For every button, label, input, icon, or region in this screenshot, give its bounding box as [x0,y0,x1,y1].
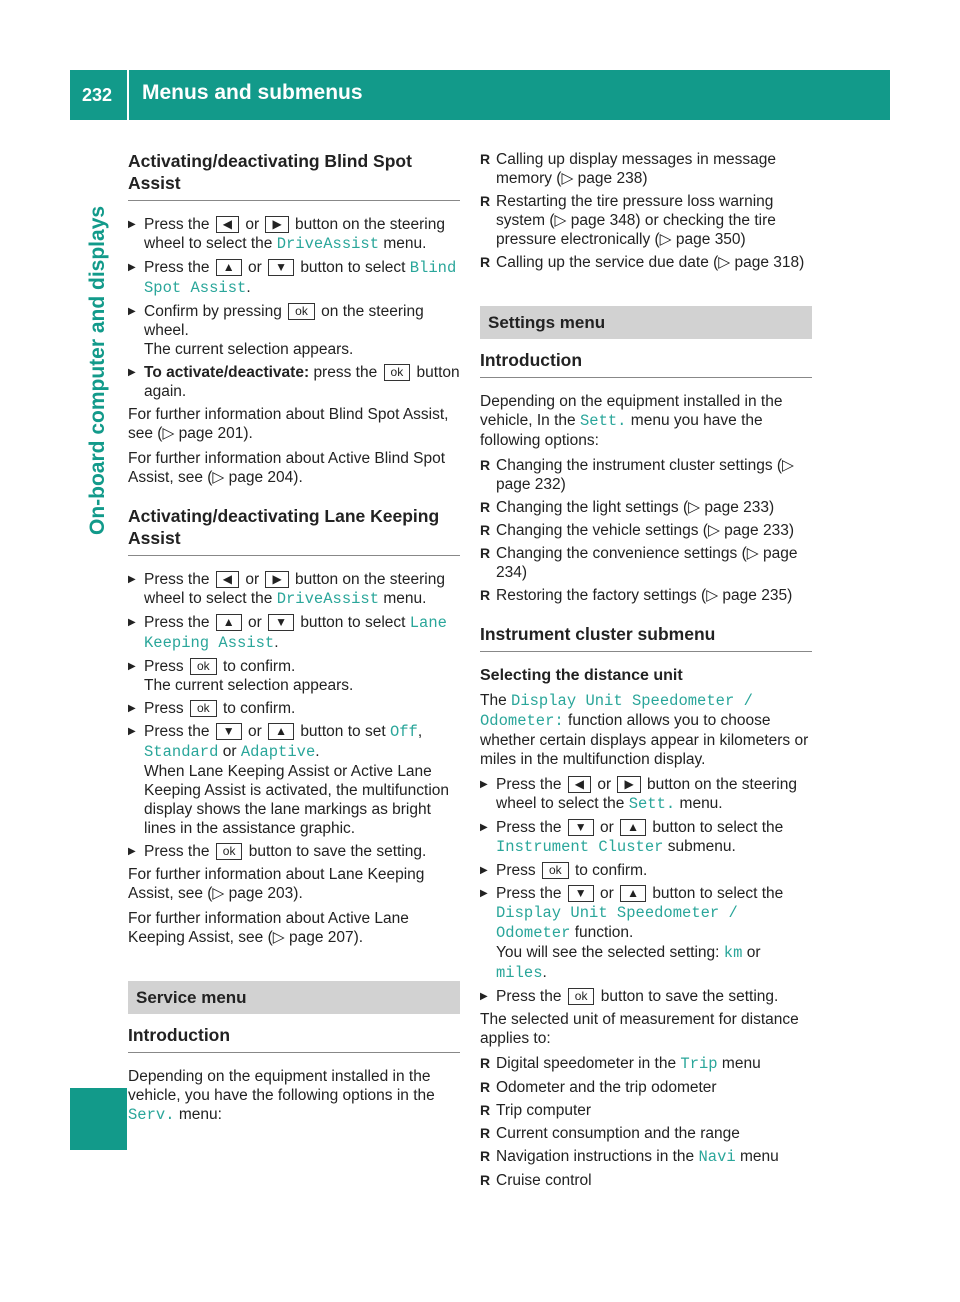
step: ▶ Press the ▼ or ▲ button to select the Instrument Cluster submenu. [480,818,812,857]
list-item: R Changing the vehicle settings (▷ page 233) [480,521,812,540]
list-item: R Navigation instructions in the Navi menu [480,1147,812,1167]
list-item: R Changing the convenience settings (▷ page 234) [480,544,812,582]
paragraph: The Display Unit Speedometer / Odometer: function allows you to choose whether certain displays appear in kilometers or miles in the multifunction display. [480,692,809,768]
blind-spot-heading: Activating/deactivating Blind Spot Assist [128,150,460,201]
down-arrow-key-icon: ▼ [568,819,594,836]
header-separator [127,70,129,120]
left-arrow-key-icon: ◀ [216,216,239,233]
up-arrow-key-icon: ▲ [216,259,242,276]
step: ▶ Press the ok button to save the setting. [128,842,460,861]
sidebar-vertical-label-wrap [86,205,116,935]
page-header [70,70,890,120]
page-number: 232 [82,85,113,105]
ok-key-icon: ok [216,843,243,860]
right-arrow-key-icon: ▶ [265,216,288,233]
ok-key-icon: ok [190,700,217,717]
unit-km: km [723,944,743,962]
settings-menu-band: Settings menu [480,306,812,339]
option-standard: Standard [144,743,219,761]
left-arrow-key-icon: ◀ [216,571,239,588]
down-arrow-key-icon: ▼ [268,259,294,276]
step: ▶ Press the ▼ or ▲ button to set Off, Standard or Adaptive. When Lane Keeping Assist or Active Lane Keeping Assist is activated, the multifunction display shows the lane markings as bright lines in the assistance graphic. [128,722,460,838]
step: ▶ To activate/deactivate: press the ok button again. [128,363,460,401]
lane-keeping-heading: Activating/deactivating Lane Keeping Assist [128,505,460,556]
distance-unit-heading: Selecting the distance unit [480,667,683,684]
down-arrow-key-icon: ▼ [268,614,294,631]
option-adaptive: Adaptive [240,743,316,761]
list-item: R Current consumption and the range [480,1124,812,1143]
step: ▶ Press the ▼ or ▲ button to select the Display Unit Speedometer / Odometer function. You will see the selected setting: km or miles. [480,884,812,983]
step: ▶ Press ok to confirm. [128,699,460,718]
list-item: R Restarting the tire pressure loss warning system (▷ page 348) or checking the tire pressure electronically (▷ page 350) [480,192,812,249]
list-item: R Changing the light settings (▷ page 233) [480,498,812,517]
up-arrow-key-icon: ▲ [620,885,646,902]
up-arrow-key-icon: ▲ [268,723,294,740]
function-name: Blind Spot Assist [144,259,457,297]
step: ▶ Press the ◀ or ▶ button on the steering wheel to select the Sett. menu. [480,775,812,814]
menu-name: DriveAssist [276,235,380,253]
function-name: Lane Keeping Assist [144,614,447,652]
step: ▶ Press the ◀ or ▶ button on the steering wheel to select the DriveAssist menu. [128,570,460,609]
list-item: R Trip computer [480,1101,812,1120]
service-intro-heading: Introduction [128,1024,460,1053]
list-item: R Odometer and the trip odometer [480,1078,812,1097]
step: ▶ Confirm by pressing ok on the steering wheel. The current selection appears. [128,302,460,359]
step: ▶ Press the ok button to save the setting. [480,987,812,1006]
paragraph: For further information about Blind Spot Assist, see (▷ page 201). [128,406,449,442]
up-arrow-key-icon: ▲ [620,819,646,836]
menu-name: Navi [698,1148,736,1166]
submenu-name: Instrument Cluster [496,838,664,856]
service-menu-band: Service menu [128,981,460,1014]
step: ▶ Press ok to confirm. The current selection appears. [128,657,460,695]
ok-key-icon: ok [568,988,595,1005]
paragraph: For further information about Active Lane Keeping Assist, see (▷ page 207). [128,910,409,946]
paragraph: For further information about Lane Keeping Assist, see (▷ page 203). [128,866,425,902]
ok-key-icon: ok [384,364,411,381]
function-name: Display Unit Speedometer / Odometer: [480,692,753,730]
list-item: R Changing the instrument cluster settings (▷ page 232) [480,456,812,494]
left-arrow-key-icon: ◀ [568,776,591,793]
menu-name: Trip [680,1055,718,1073]
step: ▶ Press the ▲ or ▼ button to select Lane Keeping Assist. [128,613,460,653]
paragraph: For further information about Active Blind Spot Assist, see (▷ page 204). [128,450,446,486]
right-arrow-key-icon: ▶ [617,776,640,793]
up-arrow-key-icon: ▲ [216,614,242,631]
ok-key-icon: ok [542,862,569,879]
menu-name: Sett. [628,795,676,813]
chapter-title: Menus and submenus [142,81,363,104]
function-name: Display Unit Speedometer / Odometer [496,904,738,942]
unit-miles: miles [496,964,543,982]
option-off: Off [389,723,418,741]
list-item: R Calling up display messages in message memory (▷ page 238) [480,150,812,188]
step: ▶ Press ok to confirm. [480,861,812,880]
ok-key-icon: ok [288,303,315,320]
paragraph: Depending on the equipment installed in the vehicle, In the Sett. menu you have the following options: [480,393,783,449]
cluster-heading: Instrument cluster submenu [480,623,812,652]
step: ▶ Press the ▲ or ▼ button to select Blind Spot Assist. [128,258,460,298]
list-item: R Digital speedometer in the Trip menu [480,1054,812,1074]
down-arrow-key-icon: ▼ [216,723,242,740]
settings-intro-heading: Introduction [480,349,812,378]
right-column [480,150,812,1194]
list-item: R Cruise control [480,1171,812,1190]
paragraph: Depending on the equipment installed in the vehicle, you have the following options in the Serv. menu: [128,1068,435,1124]
left-column [128,150,460,1131]
menu-name: Serv. [128,1106,175,1124]
step: ▶ Press the ◀ or ▶ button on the steering wheel to select the DriveAssist menu. [128,215,460,254]
sidebar-marker [70,1088,127,1150]
menu-name: DriveAssist [276,590,380,608]
down-arrow-key-icon: ▼ [568,885,594,902]
paragraph: The selected unit of measurement for distance applies to: [480,1011,799,1047]
sidebar-vertical-label: On-board computer and displays [86,205,109,535]
ok-key-icon: ok [190,658,217,675]
list-item: R Restoring the factory settings (▷ page 235) [480,586,812,605]
right-arrow-key-icon: ▶ [265,571,288,588]
list-item: R Calling up the service due date (▷ page 318) [480,253,812,272]
menu-name: Sett. [579,412,627,430]
